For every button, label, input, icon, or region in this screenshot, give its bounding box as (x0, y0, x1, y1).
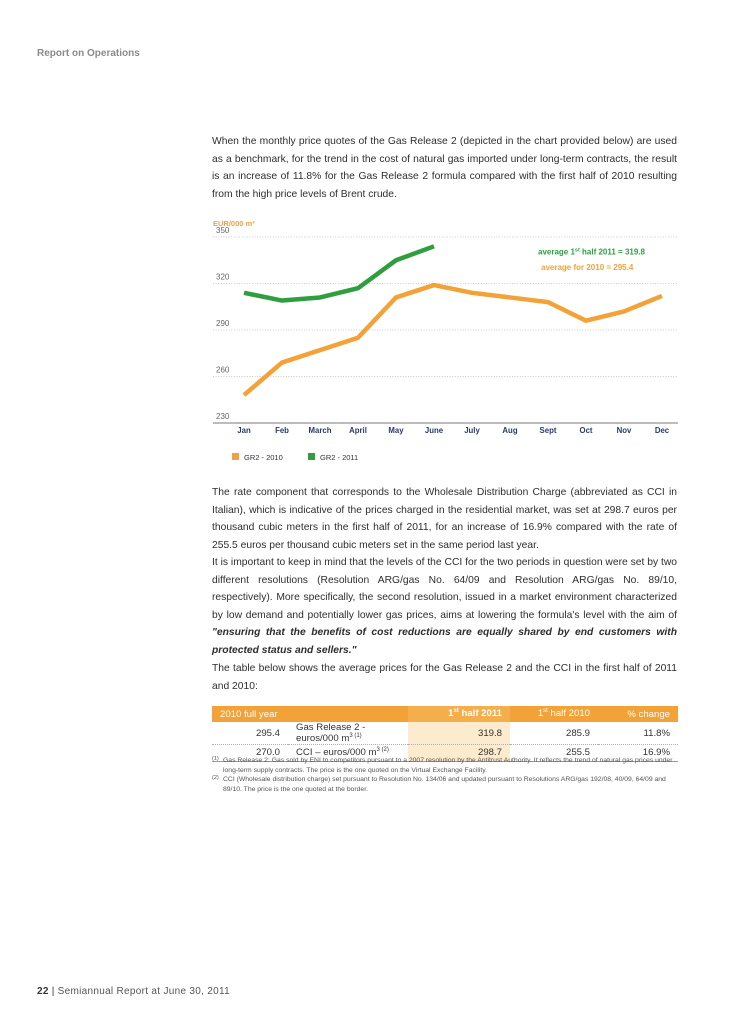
footnote-marker: (1) (212, 756, 219, 762)
legend-label-2010: GR2 - 2010 (244, 453, 283, 462)
y-tick-label: 260 (216, 365, 230, 375)
table-row (212, 722, 678, 745)
x-tick-label: Feb (275, 426, 289, 435)
legend-swatch-2010 (232, 453, 239, 460)
footnote-text: CCI (Wholesale distribution charge) set pursuant to Resolution No. 134/06 and updated pursuant to Resolutions ARG/gas 192/08, 40/09, 64/09 and 89/10. The price is the one quoted at the border. (223, 776, 666, 793)
table-footnotes (212, 756, 682, 794)
x-tick-label: May (388, 426, 404, 435)
y-tick-label: 290 (216, 319, 230, 328)
resolution-paragraph: It is important to keep in mind that the levels of the CCI for the two periods in question were set by two different resolutions (Resolution ARG/gas No. 64/09 and Resolution ARG/gas No. 89/10, respectively). More specifically, the second resolution, issued in a market environment characterized by low demand and potentially lower gas prices, aims at lowering the formula's level with the aim of "ensuring that the benefits of cost reductions are equally shared by end customers with protected status and sellers." (212, 557, 677, 656)
x-tick-label: Sept (539, 426, 557, 435)
cell-h1-2011: 298.7 (408, 745, 510, 762)
col-full-year-header: 2010 full year (212, 706, 288, 722)
footer-title: Semiannual Report at June 30, 2011 (57, 986, 230, 997)
col-h1-2010-header: 1st half 2010 (510, 706, 598, 722)
x-tick-label: June (424, 426, 444, 435)
legend-label-2011: GR2 - 2011 (320, 453, 359, 462)
gas-release-chart (200, 215, 686, 475)
table-intro (212, 660, 677, 695)
intro-paragraph (212, 133, 677, 203)
cell-h1-2011: 319.8 (408, 722, 510, 745)
col-label-header (288, 706, 408, 722)
cell-label: Gas Release 2 - euros/000 $m^{3 (1)}$ (288, 722, 408, 745)
quote-text: "ensuring that the benefits of cost reductions are equally shared by end customers with protected status and sellers." (212, 627, 677, 656)
x-tick-label: Dec (654, 426, 670, 435)
footnote-marker: (2) (212, 775, 219, 781)
y-tick-label: 350 (216, 226, 230, 235)
table-header (212, 706, 678, 722)
y-tick-label: 230 (216, 412, 230, 421)
cell-full-year: 270.0 (212, 745, 288, 762)
x-tick-label: March (308, 426, 332, 435)
footnote (212, 775, 682, 794)
cell-h1-2010: 285.9 (510, 722, 598, 745)
cci-paragraph: The rate component that corresponds to the Wholesale Distribution Charge (abbreviated as CCI in Italian), which is indicative of the prices charged in the residential market, was set at 298.7 euros per thousand cubic meters in the first half of 2011, for an increase of 16.9% compared with the rate of 255.5 euros per thousand cubic meters set in the same period last year. (212, 487, 677, 551)
section-header: Report on Operations (37, 48, 140, 59)
legend-swatch-2011 (308, 453, 315, 460)
x-tick-label: Jan (237, 426, 251, 435)
chart-x-ticks (237, 426, 670, 435)
footnote (212, 756, 682, 775)
y-tick-label: 320 (216, 272, 230, 282)
footnote-text: Gas Release 2: Gas sold by ENI to competitors pursuant to a 2007 resolution by the Antitrust Authority. It reflects the trend of natural gas prices under long-term supply contracts. The price is the one quoted on the Virtual Exchange Facility. (223, 757, 673, 774)
price-table (212, 706, 678, 762)
avg-2011-annotation: average 1st half 2011 = 319.8 (538, 247, 645, 257)
x-tick-label: Nov (616, 426, 632, 435)
cell-h1-2010: 255.5 (510, 745, 598, 762)
x-tick-label: July (464, 426, 480, 435)
table-intro-text: The table below shows the average prices for the Gas Release 2 and the CCI in the first half of 2011 and 2010: (212, 663, 677, 692)
series-line-2010 (244, 285, 662, 395)
footer-divider: | (51, 986, 55, 997)
intro-text: When the monthly price quotes of the Gas Release 2 (depicted in the chart provided below) are used as a benchmark, for the trend in the cost of natural gas imported under long-term contracts, the result is an increase of 11.8% for the Gas Release 2 formula compared with the first half of 2010 resulting from the high price levels of Brent crude. (212, 136, 677, 200)
chart-legend (232, 453, 358, 462)
cell-change: 11.8% (598, 722, 678, 745)
page-footer (37, 986, 230, 997)
avg-2010-annotation: average for 2010 = 295.4 (541, 263, 634, 272)
cell-label: CCI – euros/000 $m^{3 (2)}$ (288, 745, 408, 762)
x-tick-label: April (349, 426, 367, 435)
page-number: 22 (37, 986, 49, 997)
x-tick-label: Aug (502, 426, 518, 435)
chart-y-label: EUR/000 m³ (213, 219, 255, 228)
body-text (212, 484, 677, 659)
cell-full-year: 295.4 (212, 722, 288, 745)
col-change-header: % change (598, 706, 678, 722)
col-h1-2011-header: 1st half 2011 (408, 706, 510, 722)
cell-change: 16.9% (598, 745, 678, 762)
chart-y-ticks (216, 226, 230, 421)
x-tick-label: Oct (579, 426, 593, 435)
